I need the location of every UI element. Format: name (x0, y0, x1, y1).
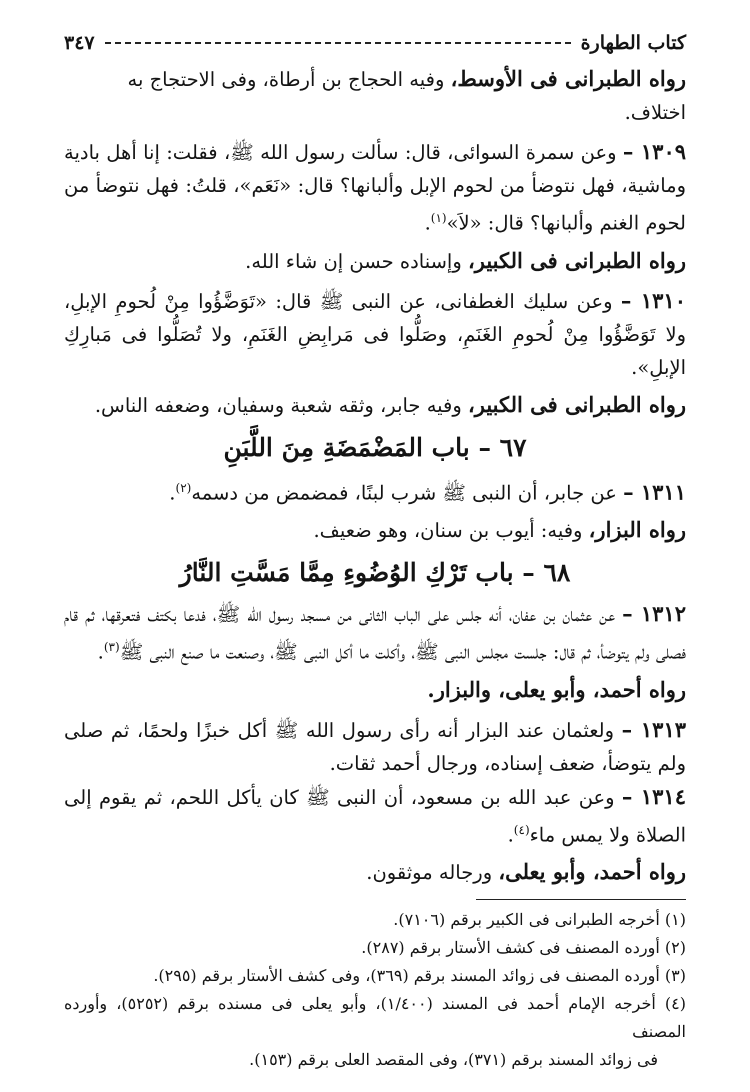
hadith-text: ولعثمان عند البزار أنه رأى رسول الله ﷺ أكل خبزًا ولحمًا، ثم صلى ولم يتوضأ، ضعف إسناده، ورجال أحمد ثقات. (64, 718, 686, 775)
source-note: وفيه جابر، وثقه شعبة وسفيان، وضعفه الناس. (94, 393, 468, 417)
footnote-separator (476, 899, 686, 900)
hadith-number: ١٣١٠ – (620, 287, 686, 313)
source-name: رواه أحمد، وأبو يعلى، والبزار. (427, 676, 686, 702)
hadith-text: وعن سمرة السوائى، قال: سألت رسول الله ﷺ، فقلت: إنا أهل بادية وماشية، فهل نتوضأ من لحوم الإبل وألبانها؟ قال: «نَعَم»، قلتُ: فهل نتوضأ من لحوم الغنم وألبانها؟ قال: «لاَ» (64, 141, 686, 235)
footnote-1: (١) أخرجه الطبرانى فى الكبير برقم (٧١٠٦). (393, 910, 686, 929)
hadith-number: ١٣١٢ – (622, 601, 686, 626)
footnote-2: (٢) أورده المصنف فى كشف الأستار برقم (٢٨٧). (361, 938, 686, 957)
footnote-4-continued: فى زوائد المسند برقم (٣٧١)، وفى المقصد العلى برقم (١٥٣). (249, 1050, 658, 1069)
hadith-1312: ١٣١٢ – عن عثمان بن عفان، أنه جلس على الباب الثانى من مسجد رسول الله ﷺ، فدعا بكتف فتعرقها، ثم قام فصلى ولم يتوضأ، ثم قال: جلست مجلس النبى ﷺ، وأكلت ما أكل النبى ﷺ، وصنعت ما صنع النبى ﷺ$^{(٣)}$. (64, 601, 686, 664)
page-number: ٣٤٧ (64, 32, 95, 54)
source-name: رواه الطبرانى فى الكبير، (467, 247, 686, 273)
hadith-1314: ١٣١٤ – وعن عبد الله بن مسعود، أن النبى ﷺ كان يأكل اللحم، ثم يقوم إلى الصلاة ولا يمس ماء$^{(٤)}$. (64, 783, 686, 846)
source-note: ورجاله موثقون. (366, 861, 499, 884)
source-note: وفيه الحجاج بن أرطاة، وفى الاحتجاج به اختلاف. (127, 68, 686, 124)
hadith-1311: ١٣١١ – عن جابر، أن النبى ﷺ شرب لبنًا، فمضمض من دسمه$^{(٢)}$. (169, 479, 686, 504)
source-line (64, 673, 686, 707)
hadith-text: وعن سليك الغطفانى، عن النبى ﷺ قال: «تَوَضَّؤُوا مِنْ لُحومِ الإبلِ، ولا تَوَضَّؤُوا مِنْ لُحومِ الغَنَمِ، وصَلُّوا فى مَرابِضِ الغَنَمِ، ولا تُصَلُّوا فى مَبارِكِ الإبلِ». (64, 289, 686, 379)
footnote-ref: (٤) (513, 822, 530, 837)
source-line (64, 388, 686, 422)
footnote-3: (٣) أورده المصنف فى زوائد المسند برقم (٣٦٩)، وفى كشف الأستار برقم (٢٩٥). (153, 966, 686, 985)
source-name: رواه البزار، (588, 517, 686, 542)
chapter-heading-68: ٦٨ – باب تَرْكِ الوُضُوءِ مِمَّا مَسَّتِ النَّارُ (179, 558, 571, 587)
hadith-text: عن جابر، أن النبى ﷺ شرب لبنًا، فمضمض من دسمه (191, 481, 624, 504)
source-note: وإسناده حسن إن شاء الله. (245, 249, 468, 273)
hadith-1309: ١٣٠٩ – وعن سمرة السوائى، قال: سألت رسول الله ﷺ، فقلت: إنا أهل بادية وماشية، فهل نتوضأ من لحوم الإبل وألبانها؟ قال: «نَعَم»، قلتُ: فهل نتوضأ من لحوم الغنم وألبانها؟ قال: «لاَ»$^{(١)}$. (64, 139, 687, 235)
hadith-number: ١٣١٤ – (621, 783, 686, 809)
footnote-ref: (٢) (175, 480, 192, 495)
footnote-ref: (٣) (103, 640, 120, 654)
footnote-4: (٤) أخرجه الإمام أحمد فى المسند (١/٤٠٠)، وأبو يعلى فى مسنده برقم (٥٢٥٢)، وأورده المصنف (64, 994, 687, 1041)
source-line (64, 855, 686, 889)
hadith-1313 (64, 713, 686, 780)
hadith-number: ١٣١١ – (623, 479, 686, 504)
source-line (64, 513, 686, 547)
hadith-text: وعن عبد الله بن مسعود، أن النبى ﷺ كان يأكل اللحم، ثم يقوم إلى الصلاة ولا يمس ماء (64, 785, 686, 846)
hadith-number: ١٣٠٩ – (622, 139, 687, 164)
running-header (64, 28, 686, 58)
book-title: كتاب الطهارة (580, 32, 686, 54)
footnote-ref: (١) (430, 211, 447, 225)
source-name: رواه أحمد، وأبو يعلى، (498, 859, 686, 884)
source-name: رواه الطبرانى فى الكبير، (467, 391, 686, 417)
header-divider (105, 42, 571, 44)
hadith-1310 (64, 284, 686, 384)
chapter-heading-67: ٦٧ – باب المَضْمَضَةِ مِنَ اللَّبَنِ (223, 432, 527, 462)
source-name: رواه الطبرانى فى الأوسط، (450, 66, 686, 91)
source-line (64, 62, 686, 129)
source-note: وفيه: أيوب بن سنان، وهو ضعيف. (313, 519, 589, 542)
source-line (64, 244, 686, 278)
hadith-number: ١٣١٣ – (621, 716, 687, 742)
hadith-text: عن عثمان بن عفان، أنه جلس على الباب الثانى من مسجد رسول الله ﷺ، فدعا بكتف فتعرقها، ثم قام فصلى ولم يتوضأ، ثم قال: جلست مجلس النبى ﷺ، وأكلت ما أكل النبى ﷺ، وصنعت ما صنع النبى ﷺ (64, 603, 686, 664)
